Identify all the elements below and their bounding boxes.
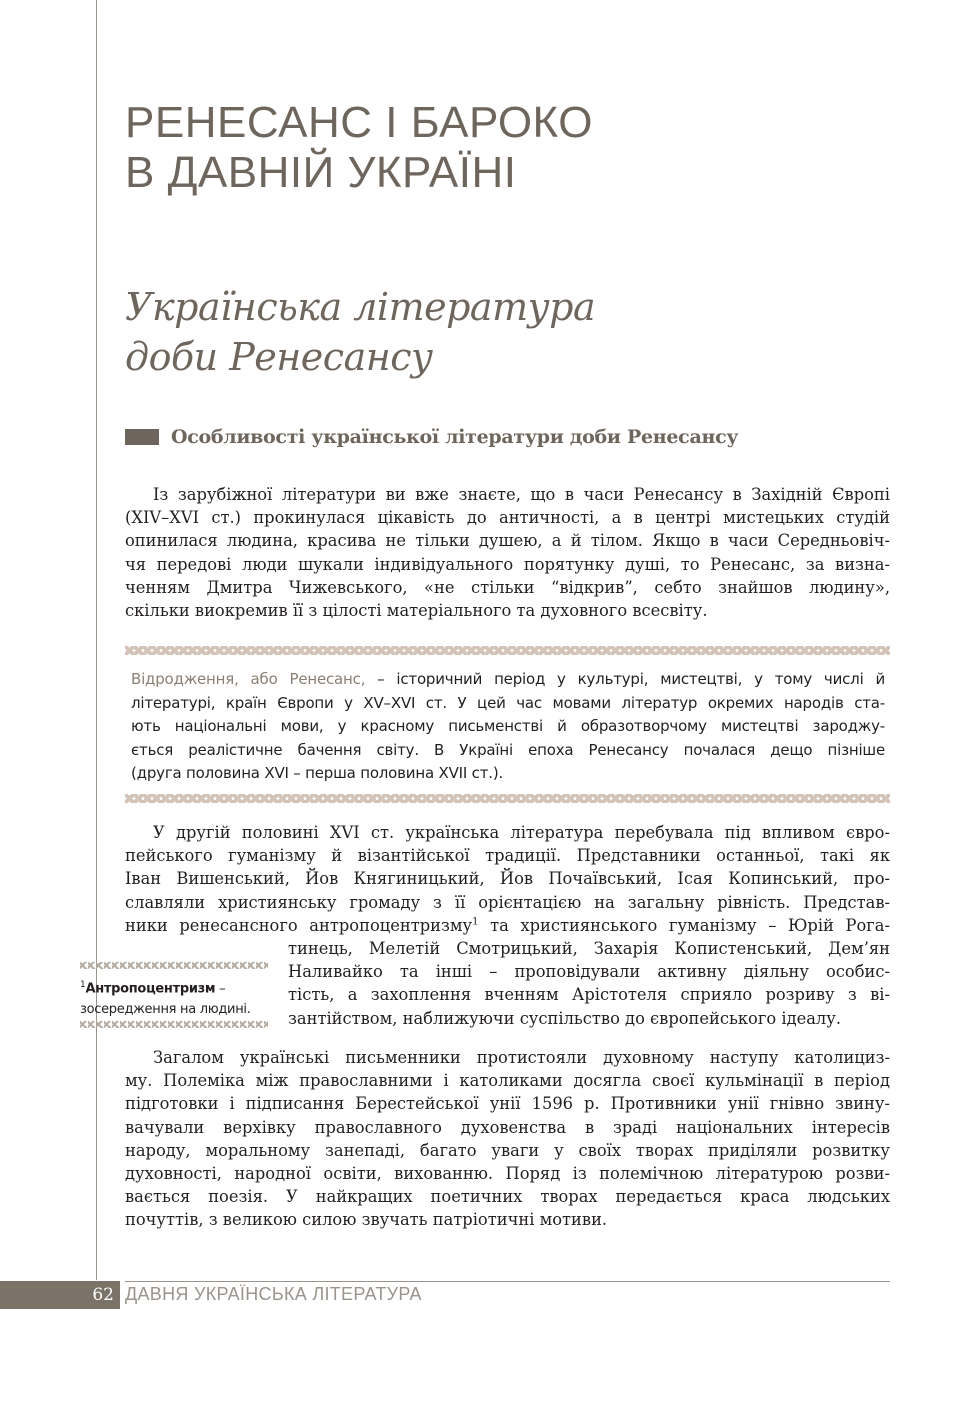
footnote-ornament-top: [80, 962, 268, 969]
footnote-reference: 1: [472, 916, 479, 928]
chapter-title: [125, 98, 593, 198]
intro-line: Із зарубіжної літератури ви вже знаєте, що в часи Ренесансу в Західній Європі: [153, 485, 890, 504]
body-paragraph-1-narrow: [288, 937, 890, 1030]
definition-line: ють національні мови, у красному письменстві й образотворчому мистецтві зароджу-: [131, 717, 885, 735]
body-line: духовності, народної освіти, вихованню. Поряд із полемічною літературою розви-: [125, 1164, 890, 1184]
chapter-title-line-2: В ДАВНІЙ УКРАЇНІ: [125, 148, 517, 197]
intro-line: скільки виокремив її з цілості матеріального та духовного всесвіту.: [125, 601, 708, 621]
ornament-divider-bottom: [125, 794, 890, 803]
section-heading: [125, 426, 738, 448]
intro-line: ченням Дмитра Чижевського, «не стільки “відкрив”, себто знайшов людину»,: [125, 577, 890, 597]
heading-marker-icon: [125, 429, 159, 445]
body-line: пейського гуманізму й візантійської традиції. Представники останньої, такі як: [125, 846, 890, 866]
body-line: славляли християнську громаду з її орієнтацією на загальну рівність. Представ-: [125, 892, 890, 912]
intro-line: чя передові люди шукали індивідуального порятунку душі, то Ренесанс, за визна-: [125, 554, 890, 574]
footnote-definition: зосередження на людині.: [80, 1002, 251, 1018]
definition-line: ється реалістичне бачення світу. В Україні епоха Ренесансу почалася дещо пізніше: [131, 740, 885, 759]
body-line: народу, моральному занепаді, багато уваги у своїх творах приділяли розвитку: [125, 1140, 890, 1160]
running-title: ДАВНЯ УКРАЇНСЬКА ЛІТЕРАТУРА: [125, 1284, 422, 1304]
footnote-line: [80, 975, 280, 999]
body-line: Наливайко та інші – проповідували активну діяльну особис-: [288, 962, 890, 982]
section-subtitle: [125, 282, 595, 382]
intro-paragraph: [125, 483, 890, 622]
intro-line: опинилася людина, красива не тільки душею, а й тілом. Якщо в часи Середньовіч-: [125, 531, 890, 551]
body-line: тість, а захоплення вченням Арістотеля сприяло розриву з ві-: [288, 985, 890, 1005]
page-number: 62: [0, 1281, 120, 1309]
ornament-divider-top: [125, 646, 890, 655]
footnote-term: Антропоцентризм: [85, 981, 216, 997]
body-line: зантійством, наближуючи суспільство до європейського ідеалу.: [288, 1008, 842, 1028]
body-line: почуттів, з великою силою звучать патріотичні мотиви.: [125, 1210, 608, 1230]
body-line: вачували верхівку православного духовенства в зраді національних інтересів: [125, 1117, 890, 1137]
definition-line: літературі, країн Європи у XV–XVI ст. У цей час мовами літератур окремих народів ста-: [131, 693, 885, 712]
subtitle-line-1: Українська література: [125, 285, 596, 329]
subtitle-line-2: доби Ренесансу: [125, 335, 433, 379]
body-line: [125, 914, 890, 937]
body-paragraph-2: [125, 1046, 890, 1232]
body-paragraph-1: [125, 821, 890, 937]
body-line: підготовки і підписання Берестейської унії 1596 р. Противники унії гнівно звину-: [125, 1094, 890, 1114]
body-line: Загалом українські письменники протистояли духовному наступу католициз-: [153, 1048, 890, 1067]
footer-rule: [125, 1281, 890, 1282]
body-line: вається поезія. У найкращих поетичних творах передається краса людських: [125, 1187, 890, 1207]
body-line: му. Полеміка між православними і католиками досягла своєї кульмінації в період: [125, 1071, 890, 1091]
definition-line-rest: – історичний період у культурі, мистецтві, у тому числі й: [365, 670, 885, 688]
definition-box: [131, 668, 885, 786]
footnote-dash: –: [215, 981, 226, 997]
definition-term: Відродження, або Ренесанс,: [131, 670, 366, 688]
margin-rule: [96, 0, 97, 1280]
body-line: тинець, Мелетій Смотрицький, Захарія Копистенський, Дем’ян: [288, 939, 890, 958]
body-line: У другій половині XVI ст. українська література перебувала під впливом євро-: [153, 823, 890, 842]
definition-line: (друга половина XVI – перша половина XVII ст.).: [131, 764, 504, 782]
body-line-part: ники ренесансного антропоцентризму: [125, 915, 473, 935]
footnote-number: 1: [80, 980, 86, 990]
body-line-part: та християнського гуманізму – Юрій Рога-: [478, 915, 890, 935]
footnote-ornament-bottom: [80, 1021, 268, 1028]
section-heading-text: Особливості української літератури доби Ренесансу: [171, 426, 739, 448]
footnote: [80, 975, 280, 1020]
intro-line: (XIV–XVI ст.) прокинулася цікавість до античності, а в центрі мистецьких студій: [125, 508, 890, 528]
chapter-title-line-1: РЕНЕСАНС І БАРОКО: [125, 98, 593, 147]
definition-line: [131, 668, 885, 692]
body-line: Іван Вишенський, Йов Княгиницький, Йов Почаївський, Ісая Копинський, про-: [125, 869, 890, 889]
